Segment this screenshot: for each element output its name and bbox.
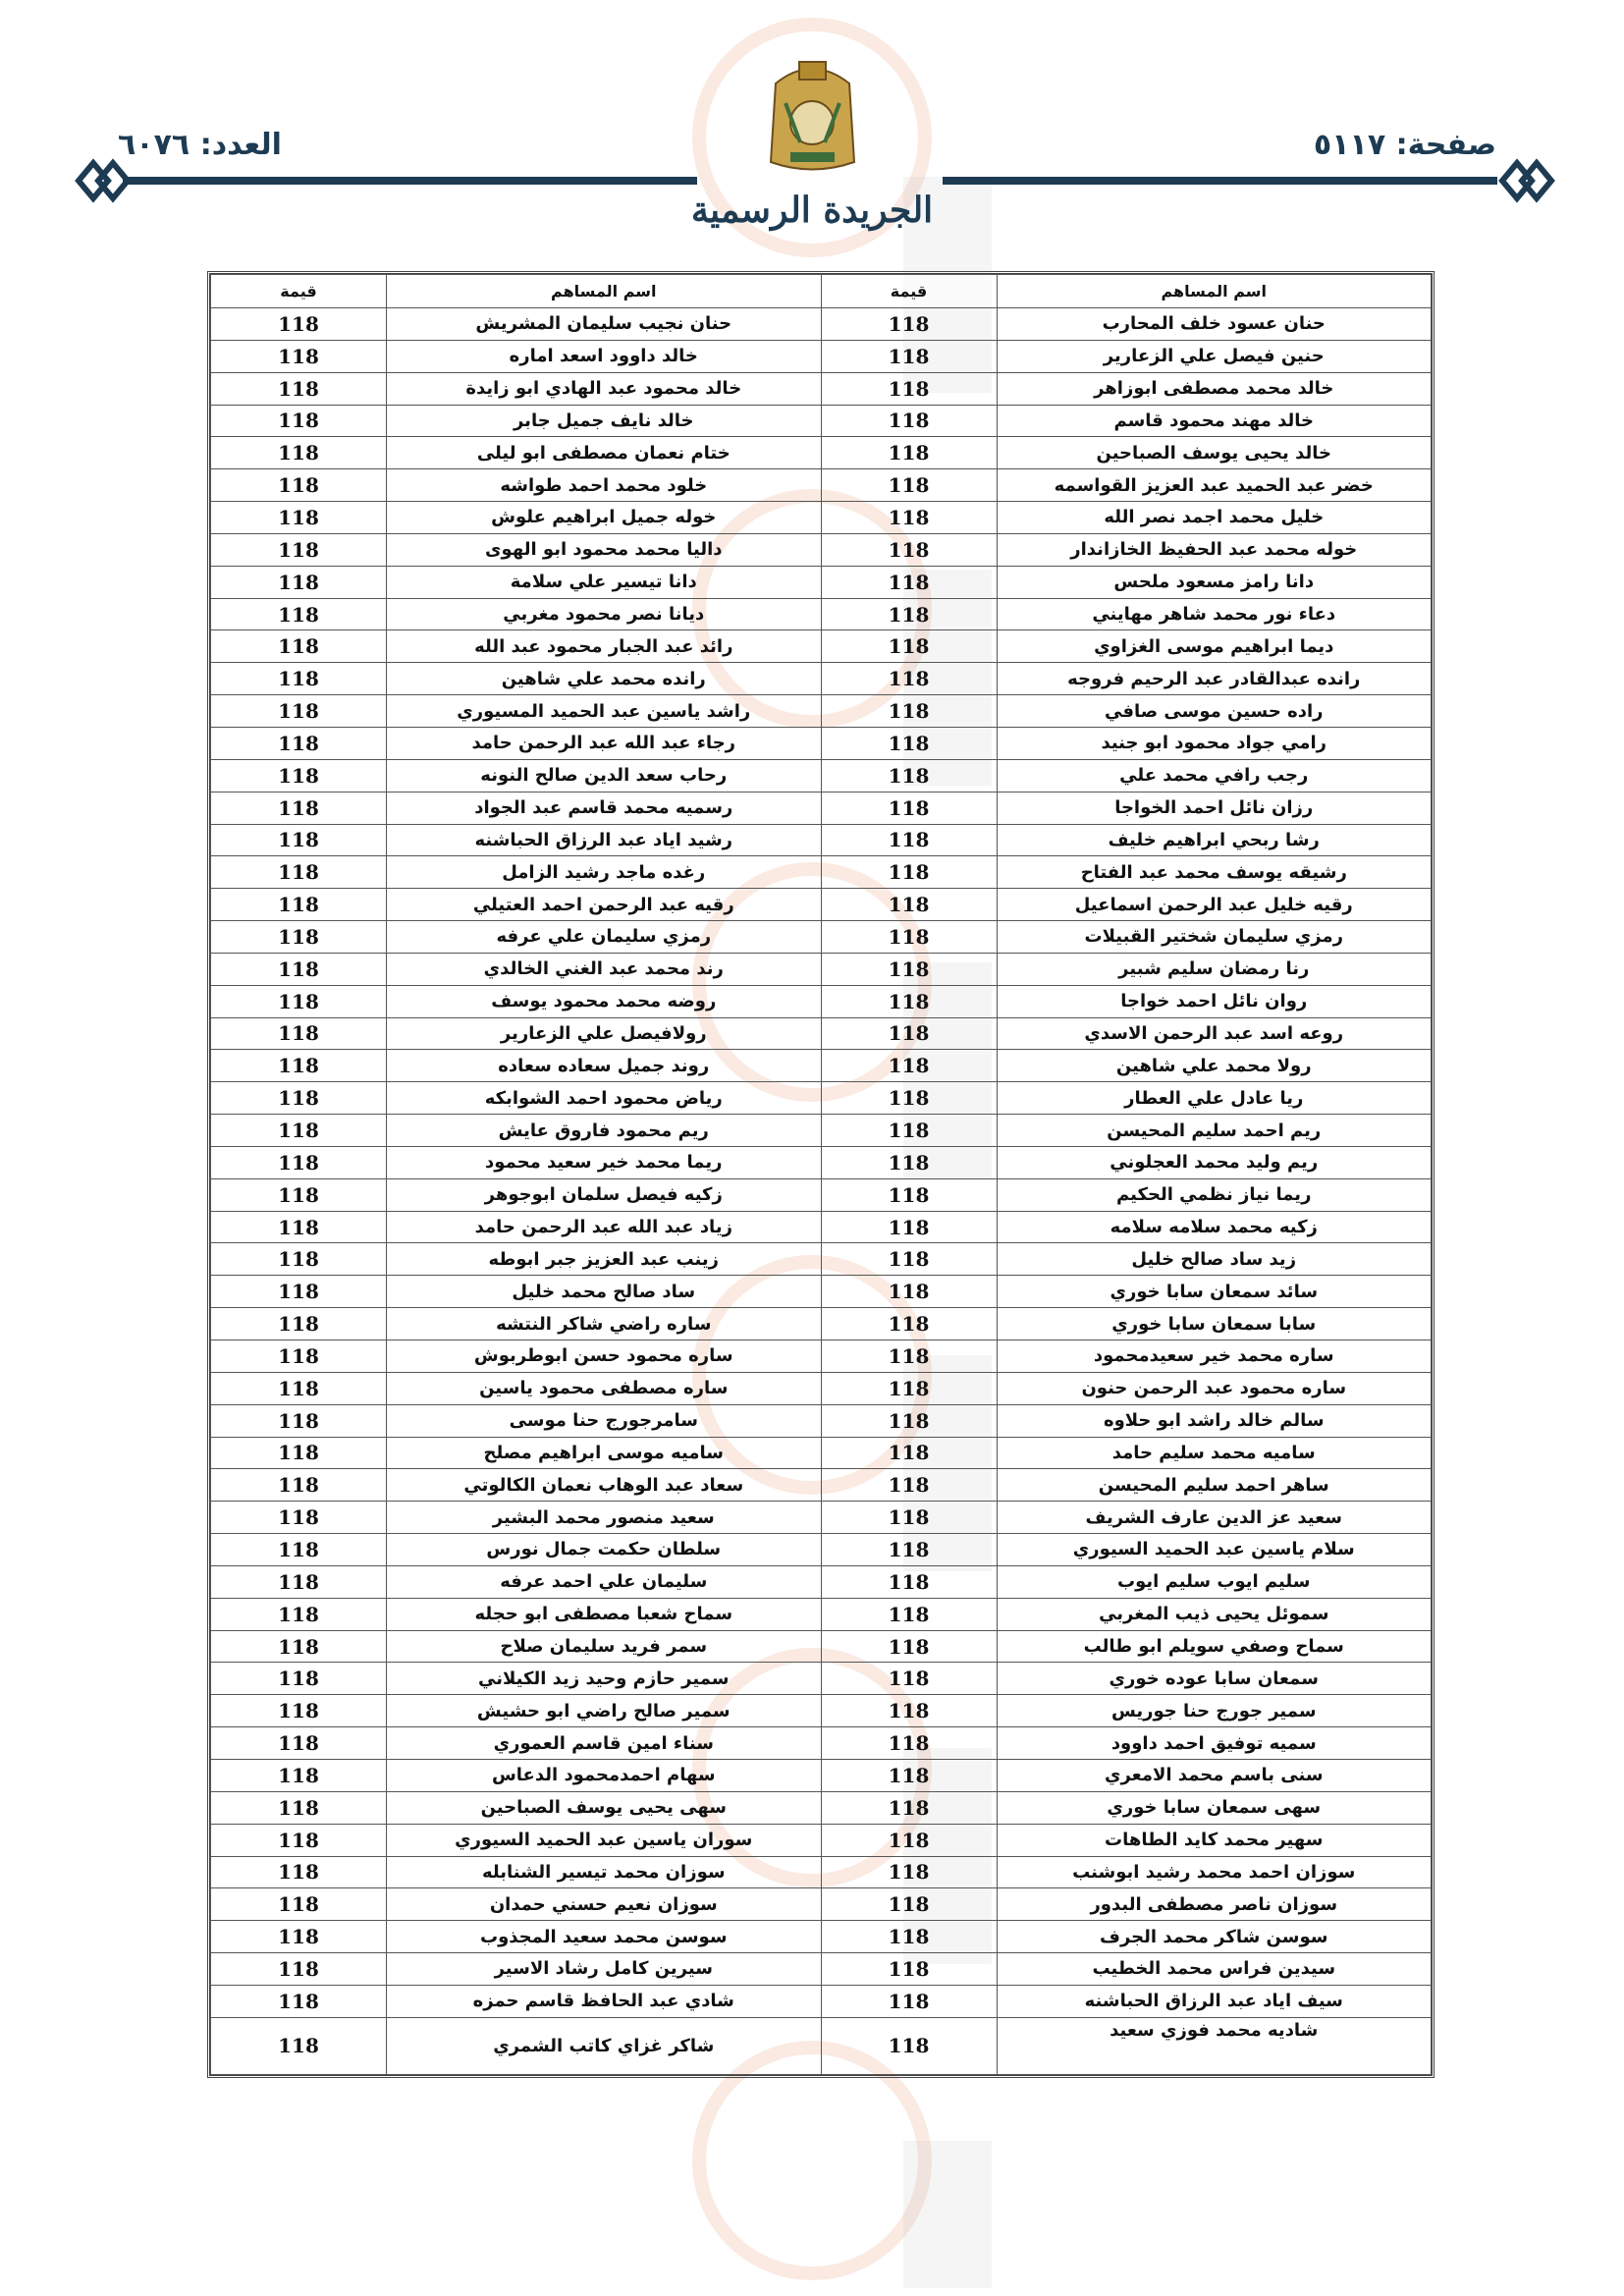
share-value: 118 xyxy=(211,1050,387,1082)
share-value: 118 xyxy=(211,921,387,954)
table-row xyxy=(211,1243,1432,1276)
share-value: 118 xyxy=(211,1727,387,1760)
share-value: 118 xyxy=(821,953,997,985)
share-value: 118 xyxy=(211,953,387,985)
shareholder-name: ساره محمود حسن ابوطربوش xyxy=(387,1340,822,1373)
shareholder-name: شاكر غزاي كاتب الشمري xyxy=(387,2017,822,2074)
table-row xyxy=(211,1050,1432,1082)
table-row xyxy=(211,1502,1432,1534)
table-row xyxy=(211,1565,1432,1598)
table-row xyxy=(211,1695,1432,1727)
share-value: 118 xyxy=(211,856,387,889)
shareholder-name: زياد عبد الله عبد الرحمن حامد xyxy=(387,1211,822,1243)
shareholder-name: رمزي سليمان علي عرفه xyxy=(387,921,822,954)
shareholder-name: سائد سمعان سابا خوري xyxy=(997,1276,1432,1308)
share-value: 118 xyxy=(821,340,997,372)
shareholder-name: خلود محمد احمد طواشه xyxy=(387,469,822,502)
share-value: 118 xyxy=(821,759,997,792)
shareholder-name: سماح شعبا مصطفى ابو حجله xyxy=(387,1598,822,1630)
shareholder-name: رولا محمد علي شاهين xyxy=(997,1050,1432,1082)
share-value: 118 xyxy=(211,1663,387,1695)
shareholder-name: سعيد منصور محمد البشير xyxy=(387,1502,822,1534)
shareholder-name: ساره مصطفى محمود ياسين xyxy=(387,1372,822,1404)
share-value: 118 xyxy=(211,1308,387,1340)
shareholder-name: ختام نعمان مصطفى ابو ليلى xyxy=(387,437,822,469)
share-value: 118 xyxy=(821,1017,997,1050)
table-row xyxy=(211,1921,1432,1953)
shareholder-name: سيرين كامل رشاد الاسير xyxy=(387,1953,822,1986)
share-value: 118 xyxy=(821,1856,997,1888)
table-row xyxy=(211,1824,1432,1856)
shareholder-name: سيف اياد عبد الرزاق الحباشنه xyxy=(997,1985,1432,2017)
share-value: 118 xyxy=(821,1791,997,1824)
share-value: 118 xyxy=(821,1985,997,2017)
table-row xyxy=(211,985,1432,1017)
shareholder-name: سعيد عز الدين عارف الشريف xyxy=(997,1502,1432,1534)
shareholder-name: ريم محمود فاروق عايش xyxy=(387,1115,822,1147)
shareholder-name: حنان نجيب سليمان المشريش xyxy=(387,308,822,341)
share-value: 118 xyxy=(821,1824,997,1856)
table-row xyxy=(211,1115,1432,1147)
shareholder-name: رند محمد عبد الغني الخالدي xyxy=(387,953,822,985)
share-value: 118 xyxy=(821,1469,997,1502)
shareholder-name: روند جميل سعاده سعاده xyxy=(387,1050,822,1082)
share-value: 118 xyxy=(211,1437,387,1469)
table-row xyxy=(211,1759,1432,1791)
shareholder-name: ديما ابراهيم موسى الغزاوي xyxy=(997,630,1432,663)
share-value: 118 xyxy=(821,1050,997,1082)
page-title: الجريدة الرسمية xyxy=(690,190,934,231)
share-value: 118 xyxy=(211,502,387,534)
share-value: 118 xyxy=(211,1115,387,1147)
coat-of-arms-icon xyxy=(756,54,869,182)
share-value: 118 xyxy=(821,1534,997,1566)
share-value: 118 xyxy=(821,1953,997,1986)
share-value: 118 xyxy=(211,759,387,792)
table-row xyxy=(211,1372,1432,1404)
shareholder-name: رائد عبد الجبار محمود عبد الله xyxy=(387,630,822,663)
table-row xyxy=(211,792,1432,824)
share-value: 118 xyxy=(211,1372,387,1404)
shareholder-name: سمير صالح راضي ابو حشيش xyxy=(387,1695,822,1727)
share-value: 118 xyxy=(821,1502,997,1534)
table-row xyxy=(211,1276,1432,1308)
shareholder-name: ريا عادل علي العطار xyxy=(997,1082,1432,1115)
shareholder-name: خضر عبد الحميد عبد العزيز القواسمه xyxy=(997,469,1432,502)
share-value: 118 xyxy=(211,727,387,759)
table-row xyxy=(211,469,1432,502)
share-value: 118 xyxy=(211,1921,387,1953)
shareholder-name: سوسن شاكر محمد الجرف xyxy=(997,1921,1432,1953)
share-value: 118 xyxy=(821,1630,997,1663)
share-value: 118 xyxy=(211,663,387,695)
shareholder-name: خوله جميل ابراهيم علوش xyxy=(387,502,822,534)
shareholder-name: رقيه خليل عبد الرحمن اسماعيل xyxy=(997,889,1432,921)
share-value: 118 xyxy=(821,1727,997,1760)
table-row xyxy=(211,727,1432,759)
share-value: 118 xyxy=(211,1340,387,1373)
shareholder-name: سهير محمد كايد الطاهات xyxy=(997,1824,1432,1856)
shareholder-name: رسميه محمد قاسم عبد الجواد xyxy=(387,792,822,824)
share-value: 118 xyxy=(211,405,387,437)
share-value: 118 xyxy=(211,1791,387,1824)
share-value: 118 xyxy=(821,792,997,824)
shareholder-name: ساميه موسى ابراهيم مصلح xyxy=(387,1437,822,1469)
table-row xyxy=(211,1791,1432,1824)
shareholder-name: ريما نياز نظمي الحكيم xyxy=(997,1178,1432,1211)
share-value: 118 xyxy=(821,856,997,889)
shareholder-name: سمر فريد سليمان صلاح xyxy=(387,1630,822,1663)
share-value: 118 xyxy=(211,1469,387,1502)
share-value: 118 xyxy=(821,1211,997,1243)
shareholder-name: سالم خالد راشد ابو حلاوه xyxy=(997,1404,1432,1437)
shareholder-name: رقيه عبد الرحمن احمد العتيلي xyxy=(387,889,822,921)
shareholder-name: سيدين فراس محمد الخطيب xyxy=(997,1953,1432,1986)
shareholder-name: ديانا نصر محمود مغربي xyxy=(387,598,822,630)
shareholder-name: ريم وليد محمد العجلوني xyxy=(997,1146,1432,1178)
shareholder-name: ساميه محمد سليم حامد xyxy=(997,1437,1432,1469)
shareholder-name: سهى يحيى يوسف الصباحين xyxy=(387,1791,822,1824)
shareholder-name: روان نائل احمد خواجا xyxy=(997,985,1432,1017)
shareholder-name: روعه اسد عبد الرحمن الاسدي xyxy=(997,1017,1432,1050)
shareholder-name: رغده ماجد رشيد الزامل xyxy=(387,856,822,889)
share-value: 118 xyxy=(821,1146,997,1178)
share-value: 118 xyxy=(211,985,387,1017)
column-header-name: اسم المساهم xyxy=(387,275,822,308)
shareholder-name: خالد داوود اسعد اماره xyxy=(387,340,822,372)
shareholder-name: خوله محمد عبد الحفيظ الخازاندار xyxy=(997,533,1432,566)
shareholder-name: سمير جورج حنا جوريس xyxy=(997,1695,1432,1727)
table-row xyxy=(211,308,1432,341)
table-row xyxy=(211,889,1432,921)
share-value: 118 xyxy=(821,1115,997,1147)
shareholder-name: خالد مهند محمود قاسم xyxy=(997,405,1432,437)
share-value: 118 xyxy=(211,2017,387,2074)
shareholder-name: دانا رامز مسعود ملحس xyxy=(997,566,1432,598)
share-value: 118 xyxy=(821,405,997,437)
shareholder-name: شاديه محمد فوزي سعيد xyxy=(997,2017,1432,2074)
table-row xyxy=(211,824,1432,856)
share-value: 118 xyxy=(821,1565,997,1598)
table-header-row xyxy=(211,275,1432,308)
shareholder-name: خليل محمد اجمد نصر الله xyxy=(997,502,1432,534)
shareholder-name: سلام ياسين عبد الحميد السيوري xyxy=(997,1534,1432,1566)
share-value: 118 xyxy=(821,1178,997,1211)
share-value: 118 xyxy=(821,1082,997,1115)
shareholder-name: سميه توفيق احمد داوود xyxy=(997,1727,1432,1760)
shareholder-name: خالد يحيى يوسف الصباحين xyxy=(997,437,1432,469)
share-value: 118 xyxy=(821,695,997,728)
share-value: 118 xyxy=(821,1759,997,1791)
shareholder-name: دعاء نور محمد شاهر مهايني xyxy=(997,598,1432,630)
share-value: 118 xyxy=(211,1082,387,1115)
share-value: 118 xyxy=(821,1308,997,1340)
table-row xyxy=(211,663,1432,695)
table-row xyxy=(211,340,1432,372)
share-value: 118 xyxy=(211,1598,387,1630)
share-value: 118 xyxy=(211,340,387,372)
table-row xyxy=(211,1953,1432,1986)
share-value: 118 xyxy=(821,372,997,405)
share-value: 118 xyxy=(821,630,997,663)
share-value: 118 xyxy=(211,1017,387,1050)
shareholder-name: رجاء عبد الله عبد الرحمن حامد xyxy=(387,727,822,759)
table-row xyxy=(211,1888,1432,1921)
share-value: 118 xyxy=(211,1888,387,1921)
table-row xyxy=(211,1437,1432,1469)
shareholder-name: سوزان ناصر مصطفى البدور xyxy=(997,1888,1432,1921)
share-value: 118 xyxy=(211,598,387,630)
share-value: 118 xyxy=(211,1211,387,1243)
shareholder-name: راده حسين موسى صافي xyxy=(997,695,1432,728)
shareholder-name: رشيد اياد عبد الرزاق الحباشنه xyxy=(387,824,822,856)
shareholder-name: سناء امين قاسم العموري xyxy=(387,1727,822,1760)
table-row xyxy=(211,1856,1432,1888)
share-value: 118 xyxy=(821,1598,997,1630)
shareholder-name: سوسن محمد سعيد المجذوب xyxy=(387,1921,822,1953)
shareholder-name: سوران ياسين عبد الحميد السيوري xyxy=(387,1824,822,1856)
share-value: 118 xyxy=(821,1437,997,1469)
share-value: 118 xyxy=(211,533,387,566)
table-row xyxy=(211,1663,1432,1695)
shareholders-table xyxy=(207,271,1435,2078)
table-row xyxy=(211,1211,1432,1243)
shareholder-name: زكيه فيصل سلمان ابوجوهر xyxy=(387,1178,822,1211)
share-value: 118 xyxy=(211,1985,387,2017)
shareholder-name: رحاب سعد الدين صالح النونه xyxy=(387,759,822,792)
shareholder-name: سامرجورج حنا موسى xyxy=(387,1404,822,1437)
share-value: 118 xyxy=(211,1276,387,1308)
share-value: 118 xyxy=(211,372,387,405)
header-rule-right xyxy=(943,177,1497,185)
shareholder-name: راشد ياسين عبد الحميد المسيوري xyxy=(387,695,822,728)
shareholder-name: حنين فيصل علي الزعارير xyxy=(997,340,1432,372)
share-value: 118 xyxy=(821,985,997,1017)
shareholder-name: خالد نايف جميل جابر xyxy=(387,405,822,437)
shareholder-name: سنى باسم محمد الامعري xyxy=(997,1759,1432,1791)
shareholder-name: سليمان علي احمد عرفه xyxy=(387,1565,822,1598)
shareholder-name: سهى سمعان سابا خوري xyxy=(997,1791,1432,1824)
shareholder-name: ريم احمد سليم المحيسن xyxy=(997,1115,1432,1147)
share-value: 118 xyxy=(821,437,997,469)
table-row xyxy=(211,566,1432,598)
share-value: 118 xyxy=(211,1146,387,1178)
share-value: 118 xyxy=(821,1921,997,1953)
share-value: 118 xyxy=(821,502,997,534)
share-value: 118 xyxy=(821,1404,997,1437)
table-row xyxy=(211,533,1432,566)
share-value: 118 xyxy=(821,1340,997,1373)
page-number: صفحة: ٥١١٧ xyxy=(1313,128,1496,162)
share-value: 118 xyxy=(821,598,997,630)
share-value: 118 xyxy=(821,533,997,566)
table-row xyxy=(211,759,1432,792)
shareholder-name: سلطان حكمت جمال نورس xyxy=(387,1534,822,1566)
table-row xyxy=(211,1630,1432,1663)
shareholder-name: سوزان احمد محمد رشيد ابوشنب xyxy=(997,1856,1432,1888)
share-value: 118 xyxy=(211,695,387,728)
shareholder-name: خالد محمود عبد الهادي ابو زايدة xyxy=(387,372,822,405)
share-value: 118 xyxy=(211,630,387,663)
share-value: 118 xyxy=(821,824,997,856)
table-row xyxy=(211,1469,1432,1502)
table-row xyxy=(211,630,1432,663)
shareholder-name: سموئل يحيى ذيب المغربي xyxy=(997,1598,1432,1630)
shareholder-name: زيد ساد صالح خليل xyxy=(997,1243,1432,1276)
shareholder-name: داليا محمد محمود ابو الهوى xyxy=(387,533,822,566)
shareholder-name: ساره محمود عبد الرحمن حنون xyxy=(997,1372,1432,1404)
shareholder-name: رمزي سليمان شختير القبيلات xyxy=(997,921,1432,954)
shareholder-name: رجب رافي محمد علي xyxy=(997,759,1432,792)
shareholder-name: سماح وصفي سويلم ابو طالب xyxy=(997,1630,1432,1663)
shareholder-name: سمعان سابا عوده خوري xyxy=(997,1663,1432,1695)
share-value: 118 xyxy=(211,792,387,824)
column-header-name: اسم المساهم xyxy=(997,275,1432,308)
share-value: 118 xyxy=(821,566,997,598)
shareholder-name: دانا تيسير علي سلامة xyxy=(387,566,822,598)
shareholder-name: رنا رمضان سليم شبير xyxy=(997,953,1432,985)
table-row xyxy=(211,695,1432,728)
column-header-value: قيمة xyxy=(821,275,997,308)
share-value: 118 xyxy=(211,566,387,598)
shareholder-name: سعاد عبد الوهاب نعمان الكالوتي xyxy=(387,1469,822,1502)
share-value: 118 xyxy=(211,1759,387,1791)
table-row xyxy=(211,1017,1432,1050)
share-value: 118 xyxy=(821,1695,997,1727)
shareholder-name: شادي عبد الحافظ قاسم حمزه xyxy=(387,1985,822,2017)
share-value: 118 xyxy=(211,1856,387,1888)
table-row xyxy=(211,1404,1432,1437)
share-value: 118 xyxy=(821,727,997,759)
table-row xyxy=(211,437,1432,469)
shareholder-name: سمير حازم وحيد زيد الكيلاني xyxy=(387,1663,822,1695)
shareholder-name: زينب عبد العزيز جبر ابوطه xyxy=(387,1243,822,1276)
shareholder-name: روضه محمد محمود يوسف xyxy=(387,985,822,1017)
table-row xyxy=(211,405,1432,437)
share-value: 118 xyxy=(821,889,997,921)
table-row xyxy=(211,1178,1432,1211)
share-value: 118 xyxy=(821,1663,997,1695)
shareholder-name: رزان نائل احمد الخواجا xyxy=(997,792,1432,824)
shareholder-name: رشيقه يوسف محمد عبد الفتاح xyxy=(997,856,1432,889)
share-value: 118 xyxy=(821,308,997,341)
table-row xyxy=(211,1727,1432,1760)
shareholder-name: رشا ربحي ابراهيم خليف xyxy=(997,824,1432,856)
shareholder-name: رولافيصل علي الزعارير xyxy=(387,1017,822,1050)
table-row xyxy=(211,502,1432,534)
share-value: 118 xyxy=(211,308,387,341)
shareholder-name: رانده محمد علي شاهين xyxy=(387,663,822,695)
share-value: 118 xyxy=(821,469,997,502)
shareholder-name: رامي جواد محمود ابو جنيد xyxy=(997,727,1432,759)
table-row xyxy=(211,372,1432,405)
shareholder-name: رياض محمود احمد الشوابكه xyxy=(387,1082,822,1115)
share-value: 118 xyxy=(211,437,387,469)
shareholder-name: ساد صالح محمد خليل xyxy=(387,1276,822,1308)
table-row xyxy=(211,1534,1432,1566)
table-row xyxy=(211,1082,1432,1115)
issue-number: العدد: ٦٠٧٦ xyxy=(118,128,282,162)
table-row xyxy=(211,953,1432,985)
shareholder-name: ريما محمد خير سعيد محمود xyxy=(387,1146,822,1178)
share-value: 118 xyxy=(211,469,387,502)
share-value: 118 xyxy=(211,824,387,856)
table-row xyxy=(211,2017,1432,2074)
share-value: 118 xyxy=(211,889,387,921)
page-header xyxy=(0,0,1624,265)
table-row xyxy=(211,1598,1432,1630)
share-value: 118 xyxy=(211,1630,387,1663)
shareholder-name: ساره راضي شاكر النتشه xyxy=(387,1308,822,1340)
shareholder-name: حنان عسود خلف المحارب xyxy=(997,308,1432,341)
share-value: 118 xyxy=(211,1824,387,1856)
share-value: 118 xyxy=(211,1502,387,1534)
share-value: 118 xyxy=(211,1404,387,1437)
share-value: 118 xyxy=(821,663,997,695)
table-row xyxy=(211,1308,1432,1340)
share-value: 118 xyxy=(211,1243,387,1276)
table-row xyxy=(211,921,1432,954)
share-value: 118 xyxy=(211,1534,387,1566)
share-value: 118 xyxy=(211,1695,387,1727)
share-value: 118 xyxy=(211,1178,387,1211)
shareholder-name: سوزان محمد تيسير الشنابله xyxy=(387,1856,822,1888)
table-row xyxy=(211,1340,1432,1373)
share-value: 118 xyxy=(821,1888,997,1921)
shareholder-name: ساهر احمد سليم المحيسن xyxy=(997,1469,1432,1502)
shareholder-name: زكيه محمد سلامه سلامه xyxy=(997,1211,1432,1243)
column-header-value: قيمة xyxy=(211,275,387,308)
share-value: 118 xyxy=(821,921,997,954)
share-value: 118 xyxy=(821,1372,997,1404)
table-row xyxy=(211,856,1432,889)
table-row xyxy=(211,1985,1432,2017)
shareholder-name: سليم ايوب سليم ايوب xyxy=(997,1565,1432,1598)
shareholder-name: سابا سمعان سابا خوري xyxy=(997,1308,1432,1340)
share-value: 118 xyxy=(211,1565,387,1598)
shareholder-name: سوزان نعيم حسني حمدان xyxy=(387,1888,822,1921)
share-value: 118 xyxy=(211,1953,387,1986)
share-value: 118 xyxy=(821,2017,997,2074)
share-value: 118 xyxy=(821,1243,997,1276)
shareholder-name: خالد محمد مصطفى ابوزاهر xyxy=(997,372,1432,405)
table-row xyxy=(211,1146,1432,1178)
shareholder-name: رانده عبدالقادر عبد الرحيم فروجه xyxy=(997,663,1432,695)
share-value: 118 xyxy=(821,1276,997,1308)
shareholder-name: ساره محمد خير سعيدمحمود xyxy=(997,1340,1432,1373)
table-row xyxy=(211,598,1432,630)
header-rule-left xyxy=(123,177,697,185)
shareholder-name: سهام احمدمحمود الدعاس xyxy=(387,1759,822,1791)
